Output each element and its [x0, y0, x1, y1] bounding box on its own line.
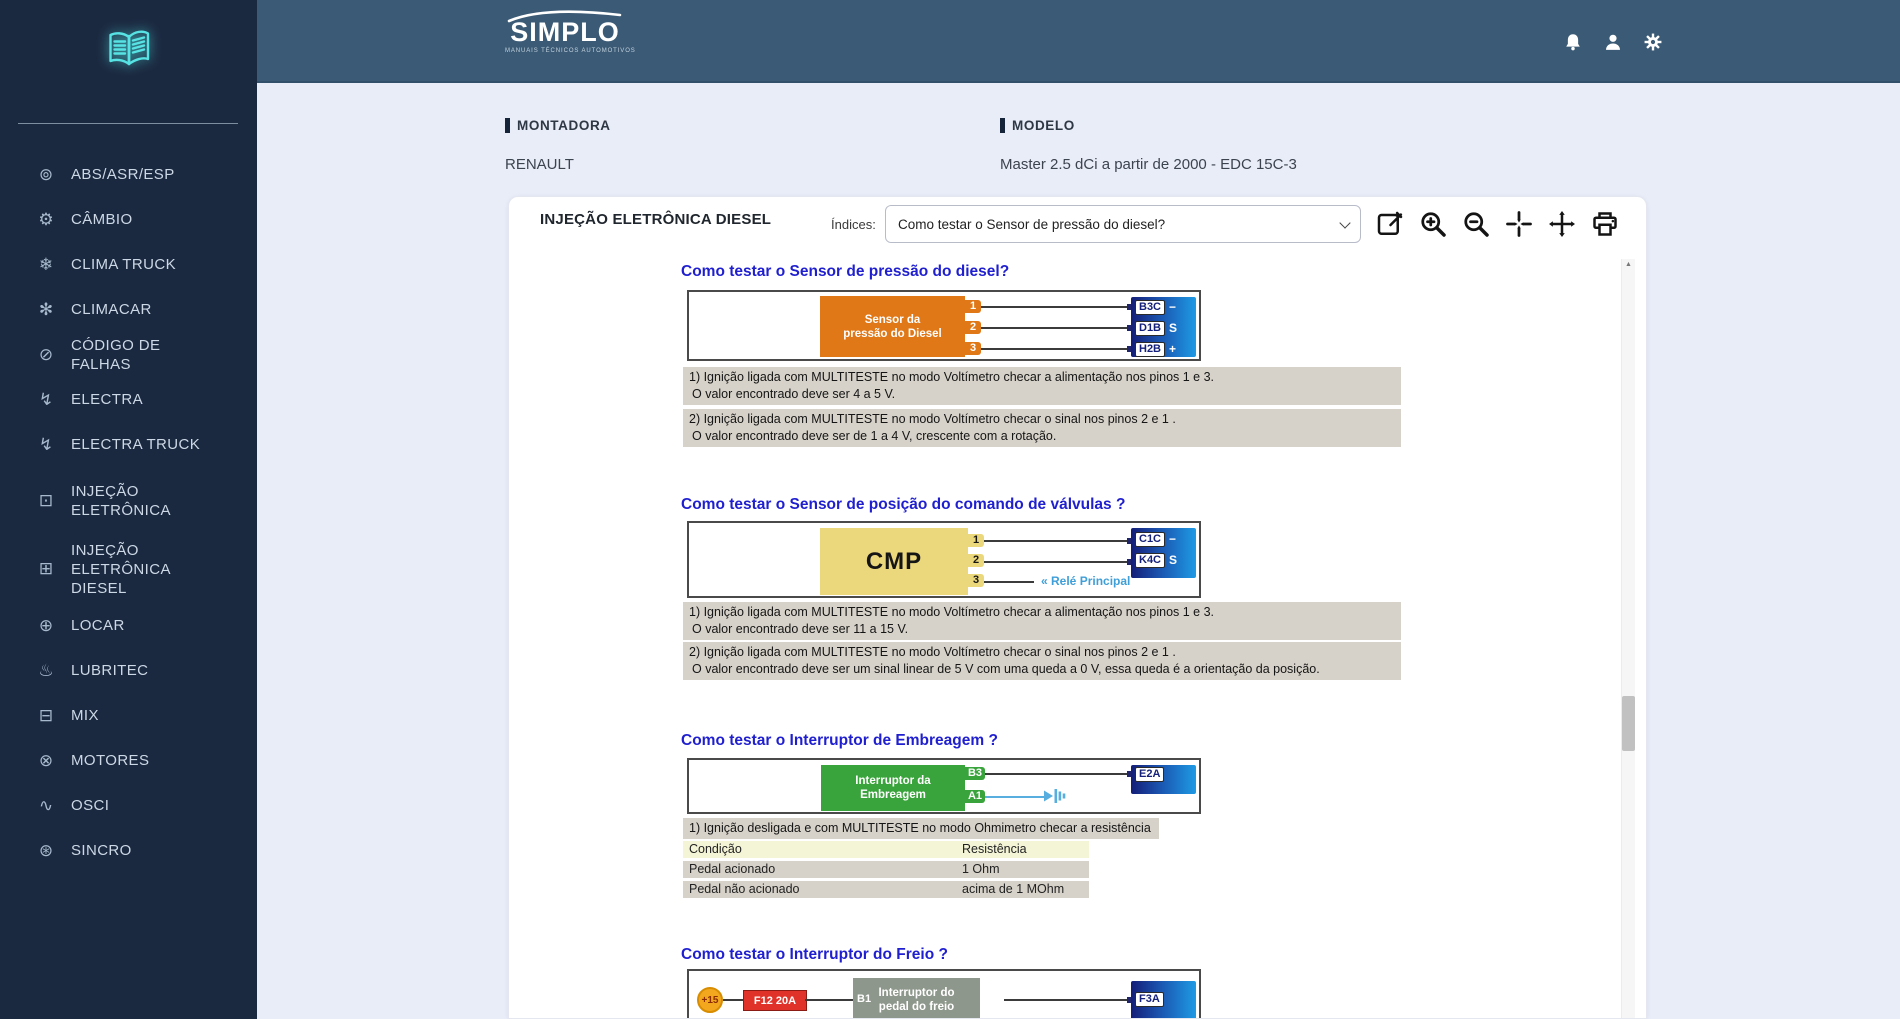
topbar-icons [1562, 31, 1664, 53]
note-line: O valor encontrado deve ser de 1 a 4 V, crescente com a rotação. [692, 429, 1057, 443]
pin-a3: A3 [985, 993, 1000, 1005]
modelo-label-text: MODELO [1012, 118, 1075, 133]
locar-icon: ⊕ [38, 615, 54, 635]
ground-symbol-icon [1044, 787, 1070, 805]
device-label: pedal do freio [878, 1001, 955, 1013]
sidebar-item-electra-truck[interactable] [0, 422, 257, 467]
connector-block [1131, 981, 1196, 1019]
table-header-cell: Resistência [962, 842, 1027, 856]
sidebar-item-label: CÂMBIO [71, 211, 133, 228]
diagram-freio [687, 969, 1201, 1019]
note-strip [683, 367, 1401, 405]
table-header-row [683, 841, 1089, 858]
note-strip [683, 409, 1401, 447]
pad-symbol: − [1169, 300, 1177, 314]
diagram-cmp [687, 521, 1201, 598]
scroll-up-arrow[interactable]: ▲ [1625, 261, 1632, 268]
sidebar-item-codigo-de-falhas[interactable] [0, 332, 257, 377]
interruptor-freio-device [853, 978, 980, 1019]
user-icon[interactable] [1602, 31, 1624, 53]
wire [985, 773, 1131, 775]
engine-icon: ⊡ [38, 491, 54, 510]
connector-block [1131, 765, 1196, 794]
sidebar-item-label: ABS/ASR/ESP [71, 166, 175, 183]
cmp-device [820, 528, 968, 595]
pad-label: H2B [1135, 342, 1165, 357]
table-cell: Pedal acionado [689, 862, 776, 876]
section-heading-embreagem: Como testar o Interruptor de Embreagem ? [681, 732, 998, 749]
sidebar-divider [18, 123, 238, 124]
pad-symbol: + [1169, 342, 1177, 356]
gearbox-icon: ⚙ [38, 209, 54, 229]
modelo-label [1000, 118, 1075, 133]
sidebar-item-label: INJEÇÃO ELETRÔNICA [71, 483, 171, 519]
note-line: 1) Ignição ligada com MULTITESTE no modo Voltímetro checar a alimentação nos pinos 1 e 3. [689, 370, 1215, 384]
device-label: Interruptor da [855, 775, 931, 787]
table-cell: acima de 1 MOhm [962, 882, 1065, 896]
compress-icon[interactable] [1504, 209, 1534, 239]
motor-icon: ⊗ [38, 750, 54, 770]
pin-b3: B3 [965, 767, 985, 780]
wire [723, 999, 743, 1001]
section-heading-pressao: Como testar o Sensor de pressão do diesel? [681, 263, 1010, 280]
pin-2: 2 [965, 321, 981, 334]
table-header-cell: Condição [689, 842, 742, 856]
wire [984, 581, 1034, 583]
bell-icon[interactable] [1562, 31, 1584, 53]
note-strip [683, 642, 1401, 680]
sidebar-item-locar[interactable] [0, 603, 257, 648]
topbar [257, 0, 1900, 83]
wire [984, 540, 1131, 542]
signal-wire [985, 796, 1047, 798]
oil-icon: ♨ [38, 660, 54, 680]
note-line: 1) Ignição ligada com MULTITESTE no modo Voltímetro checar a alimentação nos pinos 1 e 3. [689, 605, 1215, 619]
print-icon[interactable] [1590, 209, 1620, 239]
note-line: 2) Ignição ligada com MULTITESTE no modo Voltímetro checar o sinal nos pinos 2 e 1 . [689, 645, 1176, 659]
pad-label: E2A [1135, 767, 1164, 782]
gear-icon[interactable] [1642, 31, 1664, 53]
sidebar-item-sincro[interactable] [0, 828, 257, 873]
section-heading-cmp: Como testar o Sensor de posição do comando de válvulas ? [681, 496, 1126, 513]
sidebar-item-electra[interactable] [0, 377, 257, 422]
note-line: O valor encontrado deve ser 4 a 5 V. [692, 387, 896, 401]
sidebar-item-label: CLIMA TRUCK [71, 256, 176, 273]
sidebar-item-label: ELECTRA [71, 391, 143, 408]
pin-a1: A1 [965, 790, 985, 803]
truck-snow-icon: ❄ [38, 254, 54, 274]
pad-label: K4C [1135, 553, 1165, 568]
sidebar-item-label: CÓDIGO DE FALHAS [71, 336, 161, 373]
sidebar-item-label: LOCAR [71, 617, 125, 634]
indices-dropdown[interactable] [885, 205, 1361, 243]
wire [805, 999, 853, 1001]
interruptor-embreagem-device [821, 765, 965, 811]
note-line: 2) Ignição ligada com MULTITESTE no modo Voltímetro checar o sinal nos pinos 2 e 1 . [689, 412, 1176, 426]
open-book-icon [102, 26, 156, 74]
pin-b1: B1 [857, 993, 872, 1005]
pin-3: 3 [968, 574, 984, 587]
pin-3: 3 [965, 342, 981, 355]
indices-label: Índices: [831, 217, 876, 232]
sidebar-item-osci[interactable] [0, 783, 257, 828]
connector-block [1131, 297, 1196, 357]
diesel-engine-icon: ⊞ [38, 559, 54, 578]
sidebar-item-label: CLIMACAR [71, 301, 152, 318]
montadora-value: RENAULT [505, 156, 574, 173]
pad-label: F3A [1135, 992, 1164, 1007]
modelo-value: Master 2.5 dCi a partir de 2000 - EDC 15C-3 [1000, 156, 1297, 173]
content-panel [508, 196, 1647, 1019]
connector-block [1131, 528, 1196, 578]
table-row [683, 881, 1089, 898]
sidebar-item-label: MIX [71, 707, 99, 724]
sidebar-item-lubritec[interactable] [0, 648, 257, 693]
device-label: Interruptor do [878, 987, 955, 999]
wire [981, 348, 1131, 350]
table-cell: Pedal não acionado [689, 882, 800, 896]
device-label: CMP [865, 547, 923, 575]
sensor-pressao-device [820, 296, 965, 357]
table-cell: 1 Ohm [962, 862, 1000, 876]
device-label: pressão do Diesel [843, 327, 942, 340]
sidebar [0, 0, 257, 1019]
section-heading-freio: Como testar o Interruptor do Freio ? [681, 946, 948, 963]
simplo-logo [505, 9, 636, 54]
device-label: Embreagem [860, 789, 926, 801]
wire [981, 306, 1131, 308]
pad-symbol: − [1169, 532, 1177, 546]
pin-2: 2 [968, 554, 984, 567]
note-strip [683, 818, 1159, 839]
note-strip [683, 602, 1401, 640]
vertical-scrollbar[interactable] [1621, 259, 1635, 1019]
rele-principal-label: « Relé Principal [1041, 574, 1131, 588]
montadora-label [505, 118, 611, 133]
pad-label: B3C [1135, 300, 1165, 315]
panel-title: INJEÇÃO ELETRÔNICA DIESEL [540, 211, 772, 228]
sidebar-item-injecao-eletronica-diesel[interactable] [0, 535, 257, 603]
table-row [683, 861, 1089, 878]
sidebar-item-clima-truck[interactable] [0, 242, 257, 287]
abs-icon: ⊚ [38, 164, 54, 184]
diagram-pressao [687, 290, 1201, 361]
logo-tagline: MANUAIS TÉCNICOS AUTOMOTIVOS [505, 48, 636, 54]
pin-1: 1 [968, 534, 984, 547]
sidebar-item-motores[interactable] [0, 738, 257, 783]
sidebar-item-abs-asr-esp[interactable] [0, 152, 257, 197]
wire [981, 327, 1131, 329]
electric-truck-icon: ↯ [38, 434, 54, 454]
diagram-embreagem [687, 758, 1201, 814]
sidebar-item-injecao-eletronica[interactable] [0, 467, 257, 535]
montadora-label-text: MONTADORA [517, 118, 611, 133]
wire [1004, 999, 1131, 1001]
move-icon[interactable] [1547, 209, 1577, 239]
pad-label: C1C [1135, 532, 1165, 547]
logo-text: SIMPLO [510, 17, 620, 47]
label-bar [505, 118, 510, 133]
sidebar-item-mix[interactable] [0, 693, 257, 738]
device-label: Sensor da [864, 313, 921, 326]
sidebar-item-label: ELECTRA TRUCK [71, 436, 201, 453]
pad-label: D1B [1135, 321, 1165, 336]
panel-toolbar [1375, 209, 1620, 239]
electric-car-icon: ↯ [38, 389, 54, 409]
pin-1: 1 [965, 300, 981, 313]
sidebar-item-cambio[interactable] [0, 197, 257, 242]
pad-symbol: S [1169, 321, 1178, 335]
sidebar-item-label: OSCI [71, 797, 110, 814]
oscilloscope-icon: ∿ [38, 795, 54, 815]
sidebar-item-climacar[interactable] [0, 287, 257, 332]
note-line: 1) Ignição desligada e com MULTITESTE no modo Ohmimetro checar a resistência [689, 821, 1151, 835]
fault-code-icon: ⊘ [38, 344, 54, 364]
pad-symbol: S [1169, 553, 1178, 567]
label-bar [1000, 118, 1005, 133]
note-line: O valor encontrado deve ser 11 a 15 V. [692, 622, 909, 636]
timing-belt-icon: ⊛ [38, 840, 54, 860]
fuse-f12: F12 20A [743, 990, 807, 1011]
scrollbar-thumb[interactable] [1622, 696, 1635, 751]
sidebar-item-label: LUBRITEC [71, 662, 149, 679]
zoom-out-icon[interactable] [1461, 209, 1491, 239]
mix-icon: ⊟ [38, 705, 54, 725]
note-line: O valor encontrado deve ser um sinal linear de 5 V com uma queda a 0 V, essa queda é a orientação da posição. [692, 662, 1320, 676]
sidebar-item-label: SINCRO [71, 842, 132, 859]
sidebar-menu [0, 152, 257, 873]
snowflake-icon: ✻ [38, 299, 54, 319]
wire [984, 561, 1131, 563]
supply-plus15: +15 [697, 987, 723, 1013]
zoom-in-icon[interactable] [1418, 209, 1448, 239]
sidebar-item-label: INJEÇÃO ELETRÔNICA DIESEL [71, 541, 171, 597]
edit-icon[interactable] [1375, 209, 1405, 239]
sidebar-item-label: MOTORES [71, 752, 150, 769]
